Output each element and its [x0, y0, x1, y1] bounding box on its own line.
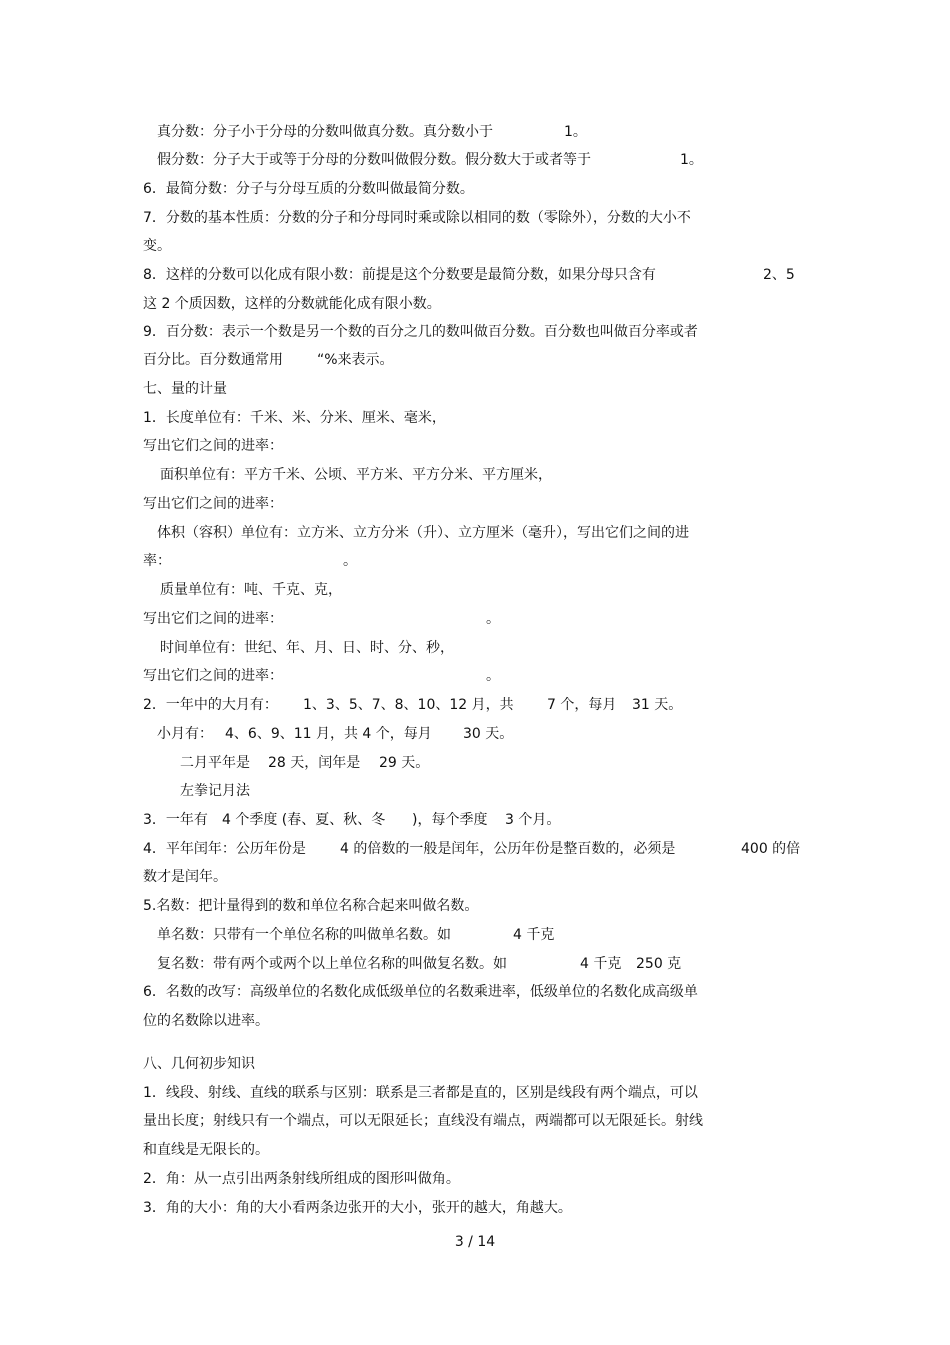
text-line: 6．最简分数：分子与分母互质的分数叫做最简分数。 [143, 181, 474, 197]
text-line: 400 的倍 [741, 841, 801, 857]
section-heading: 七、量的计量 [143, 381, 227, 397]
text-line: 时间单位有：世纪、年、月、日、时、分、秒， [160, 640, 454, 656]
text-line: 这 2 个质因数，这样的分数就能化成有限小数。 [143, 296, 441, 312]
text-line: 率： [143, 553, 171, 569]
text-line: 9．百分数：表示一个数是另一个数的百分之几的数叫做百分数。百分数也叫做百分率或者 [143, 324, 698, 340]
text-line: 2、5 [763, 267, 795, 283]
text-line: 小月有： [157, 726, 213, 742]
text-line: 4 的倍数的一般是闰年，公历年份是整百数的，必须是 [340, 841, 676, 857]
text-line: 29 天。 [379, 755, 430, 771]
section-heading: 八、几何初步知识 [143, 1056, 255, 1072]
text-line: 位的名数除以进率。 [143, 1013, 269, 1029]
text-line: 质量单位有：吨、千克、克， [160, 582, 342, 598]
text-line: 和直线是无限长的。 [143, 1142, 269, 1158]
text-line: 变。 [143, 238, 171, 254]
text-line: 体积（容积）单位有：立方米、立方分米（升）、立方厘米（毫升），写出它们之间的进 [157, 525, 689, 541]
text-line: 2．角：从一点引出两条射线所组成的图形叫做角。 [143, 1171, 460, 1187]
text-line: 。 [343, 553, 357, 569]
text-line: 4、6、9、11 月，共 4 个，每月 [225, 726, 432, 742]
text-line: 6．名数的改写：高级单位的名数化成低级单位的名数乘进率，低级单位的名数化成高级单 [143, 984, 698, 1000]
text-line: 。 [486, 668, 500, 684]
text-line: 2．一年中的大月有： [143, 697, 278, 713]
text-line: 28 天，闰年是 [268, 755, 361, 771]
text-line: 7 个，每月 [547, 697, 617, 713]
text-line: 写出它们之间的进率： [143, 438, 283, 454]
text-line: 左拳记月法 [180, 783, 250, 799]
text-line: 写出它们之间的进率： [143, 668, 283, 684]
text-line: 1、3、5、7、8、10、12 月，共 [303, 697, 514, 713]
text-line: 写出它们之间的进率： [143, 611, 283, 627]
text-line: 3．角的大小：角的大小看两条边张开的大小，张开的越大，角越大。 [143, 1200, 572, 1216]
text-line: 1．长度单位有：千米、米、分米、厘米、毫米， [143, 410, 446, 426]
text-line: 百分比。百分数通常用 [143, 352, 283, 368]
text-line: 单名数：只带有一个单位名称的叫做单名数。如 [157, 927, 451, 943]
text-line: 4．平年闰年：公历年份是 [143, 841, 306, 857]
text-line: 30 天。 [463, 726, 514, 742]
text-line: 5.名数：把计量得到的数和单位名称合起来叫做名数。 [143, 898, 479, 914]
text-line: 1。 [680, 152, 703, 168]
text-line: 写出它们之间的进率： [143, 496, 283, 512]
text-line: 面积单位有：平方千米、公顷、平方米、平方分米、平方厘米， [160, 467, 552, 483]
text-line: 3．一年有 [143, 812, 208, 828]
text-line: 1．线段、射线、直线的联系与区别：联系是三者都是直的，区别是线段有两个端点，可以 [143, 1085, 698, 1101]
text-line: 量出长度；射线只有一个端点，可以无限延长；直线没有端点，两端都可以无限延长。射线 [143, 1113, 703, 1129]
text-line: 250 克 [636, 956, 682, 972]
text-line: 4 千克 [513, 927, 555, 943]
text-line: 3 个月。 [505, 812, 561, 828]
text-line: 假分数：分子大于或等于分母的分数叫做假分数。假分数大于或者等于 [157, 152, 591, 168]
text-line: 。 [486, 611, 500, 627]
text-line: 真分数：分子小于分母的分数叫做真分数。真分数小于 [157, 124, 493, 140]
text-line: 复名数：带有两个或两个以上单位名称的叫做复名数。如 [157, 956, 507, 972]
text-line: 数才是闰年。 [143, 869, 227, 885]
page-number: 3 / 14 [454, 1234, 496, 1250]
text-line: 7．分数的基本性质：分数的分子和分母同时乘或除以相同的数（零除外），分数的大小不 [143, 210, 691, 226]
text-line: 4 千克 [580, 956, 622, 972]
text-line: 4 个季度 (春、夏、秋、冬 [222, 812, 386, 828]
text-line: 二月平年是 [180, 755, 250, 771]
text-line: “%来表示。 [317, 352, 394, 368]
text-line: )，每个季度 [412, 812, 488, 828]
text-line: 31 天。 [632, 697, 683, 713]
text-line: 1。 [564, 124, 587, 140]
text-line: 8．这样的分数可以化成有限小数：前提是这个分数要是最简分数，如果分母只含有 [143, 267, 656, 283]
